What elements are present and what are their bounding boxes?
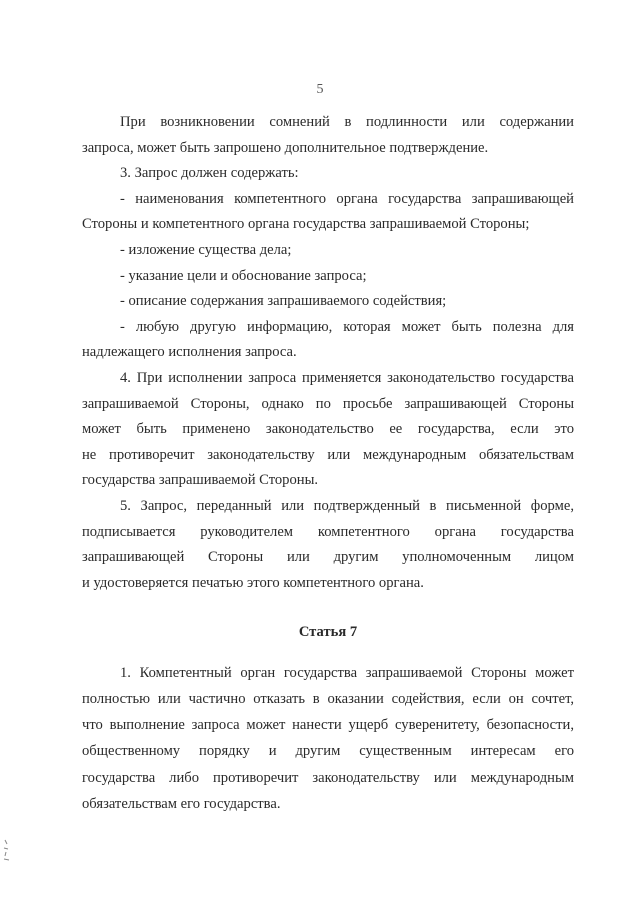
text-line: Стороны и компетентного органа государства запрашиваемой Стороны; bbox=[82, 216, 530, 233]
text-line: При возникновении сомнений в подлинности или содержании bbox=[120, 114, 574, 130]
text-line: государства либо противоречит законодательству или международным bbox=[82, 769, 574, 786]
text-line: 3. Запрос должен содержать: bbox=[120, 165, 299, 182]
text-line: подписывается руководителем компетентного органа государства bbox=[82, 523, 574, 540]
margin-scan-mark bbox=[2, 838, 12, 864]
text-line: - описание содержания запрашиваемого содействия; bbox=[120, 293, 447, 310]
article-7-text bbox=[82, 660, 574, 817]
document-body bbox=[82, 110, 574, 817]
text-line: надлежащего исполнения запроса. bbox=[82, 344, 297, 361]
article-6-text bbox=[82, 110, 574, 596]
text-line: что выполнение запроса может нанести ущерб суверенитету, безопасности, bbox=[82, 717, 574, 734]
text-line: общественному порядку и другим существенным интересам его bbox=[82, 743, 574, 760]
text-line: запрашивающей Стороны или другим уполномоченным лицом bbox=[82, 549, 574, 566]
text-line: запрашиваемой Стороны, однако по просьбе запрашивающей Стороны bbox=[82, 395, 574, 412]
text-line: - изложение существа дела; bbox=[120, 241, 292, 258]
text-line: государства запрашиваемой Стороны. bbox=[82, 472, 319, 489]
text-line: 1. Компетентный орган государства запрашиваемой Стороны может bbox=[120, 664, 574, 681]
text-line: 5. Запрос, переданный или подтвержденный в письменной форме, bbox=[120, 497, 574, 514]
text-line: полностью или частично отказать в оказании содействия, если он сочтет, bbox=[82, 691, 574, 708]
text-line: и удостоверяется печатью этого компетентного органа. bbox=[82, 574, 424, 591]
text-line: может быть применено законодательство ее государства, если это bbox=[82, 421, 574, 438]
page-number: 5 bbox=[316, 82, 324, 97]
text-line: - указание цели и обоснование запроса; bbox=[120, 267, 367, 284]
article-7-heading: Статья 7 bbox=[298, 624, 358, 641]
text-line: запроса, может быть запрошено дополнительное подтверждение. bbox=[82, 139, 489, 156]
text-line: - наименования компетентного органа государства запрашивающей bbox=[120, 190, 574, 207]
text-line: 4. При исполнении запроса применяется законодательство государства bbox=[120, 369, 574, 386]
text-line: обязательствам его государства. bbox=[82, 795, 281, 812]
text-line: не противоречит законодательству или международным обязательствам bbox=[82, 446, 574, 463]
text-line: - любую другую информацию, которая может быть полезна для bbox=[120, 318, 574, 335]
